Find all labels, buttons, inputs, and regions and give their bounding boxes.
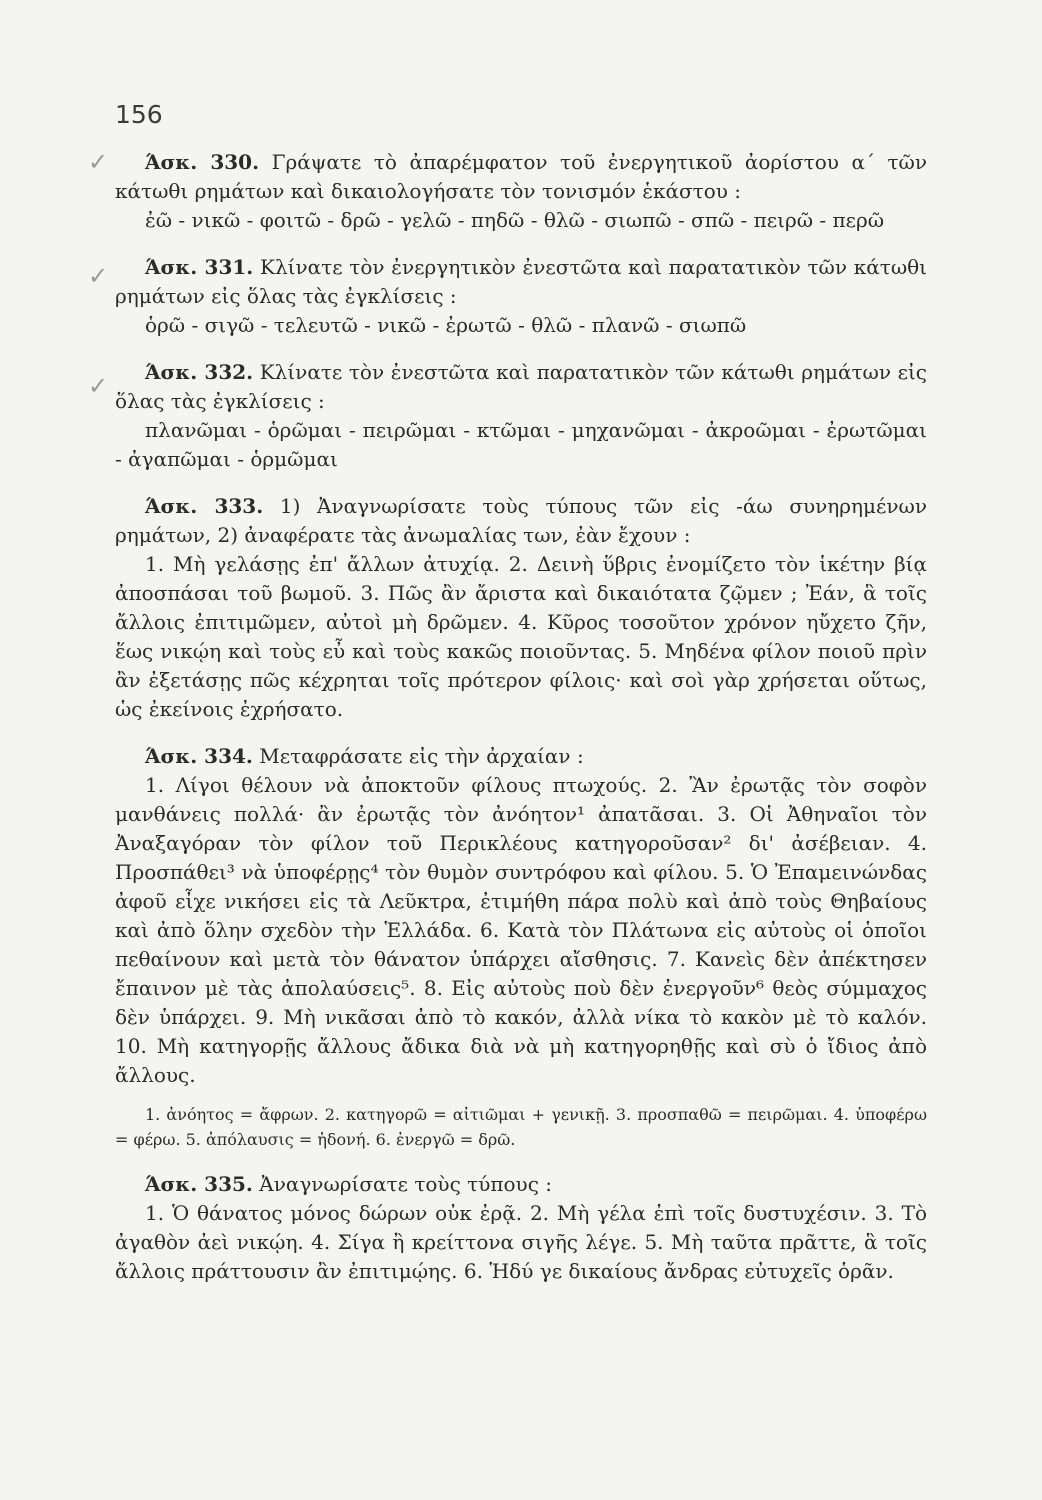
exercise-content: πλανῶμαι - ὁρῶμαι - πειρῶμαι - κτῶμαι - μηχανῶμαι - ἀκροῶμαι - ἐρωτῶμαι - ἀγαπῶμαι - ὁρμῶμαι bbox=[115, 418, 927, 471]
exercise-330 bbox=[115, 148, 927, 235]
exercise-label: Άσκ. 335. bbox=[145, 1172, 253, 1196]
exercise-content: ἐῶ - νικῶ - φοιτῶ - δρῶ - γελῶ - πηδῶ - θλῶ - σιωπῶ - σπῶ - πειρῶ - περῶ bbox=[145, 208, 885, 232]
exercise-instruction: Μεταφράσατε εἰς τὴν ἀρχαίαν : bbox=[259, 744, 584, 768]
exercise-instruction: Κλίνατε τὸν ἐνεστῶτα καὶ παρατατικὸν τῶν κάτωθι ρημάτων εἰς ὅλας τὰς ἐγκλίσεις : bbox=[115, 360, 927, 413]
exercise-334 bbox=[115, 742, 927, 1090]
exercise-instruction: 1) Ἀναγνωρίσατε τοὺς τύπους τῶν εἰς -άω συνηρημένων ρημάτων, 2) ἀναφέρατε τὰς ἀνωμαλίας των, ἐὰν ἔχουν : bbox=[115, 494, 928, 547]
pencil-check-mark-icon: ✓ bbox=[88, 372, 109, 400]
exercise-label: Άσκ. 331. bbox=[145, 255, 254, 279]
pencil-check-mark-icon: ✓ bbox=[88, 262, 109, 290]
exercise-335 bbox=[115, 1170, 927, 1286]
exercise-content: ὁρῶ - σιγῶ - τελευτῶ - νικῶ - ἐρωτῶ - θλῶ - πλανῶ - σιωπῶ bbox=[145, 313, 747, 337]
exercise-label: Άσκ. 333. bbox=[145, 494, 264, 518]
exercise-instruction: Ἀναγνωρίσατε τοὺς τύπους : bbox=[259, 1172, 553, 1196]
footnotes: 1. ἀνόητος = ἄφρων. 2. κατηγορῶ = αἰτιῶμαι + γενικῇ. 3. προσπαθῶ = πειρῶμαι. 4. ὑποφέρω = φέρω. 5. ἀπόλαυσις = ἡδονή. 6. ἐνεργῶ = δρῶ. bbox=[115, 1105, 927, 1149]
exercise-label: Άσκ. 330. bbox=[145, 150, 260, 174]
exercise-content: 1. Λίγοι θέλουν νὰ ἀποκτοῦν φίλους πτωχούς. 2. Ἂν ἐρωτᾷς τὸν σοφὸν μανθάνεις πολλά· ἂν ἐρωτᾷς τὸν ἀνόητον¹ ἀπατᾶσαι. 3. Οἱ Ἀθηναῖοι τὸν Ἀναξαγόραν τὸν φίλον τοῦ Περικλέους κατηγοροῦσαν² δι' ἀσέβειαν. 4. Προσπάθει³ νὰ ὑποφέρῃς⁴ τὸν θυμὸν συντρόφου καὶ φίλου. 5. Ὁ Ἐπαμεινώνδας ἀφοῦ εἶχε νικήσει εἰς τὰ Λεῦκτρα, ἐτιμήθη πάρα πολὺ καὶ ἀπὸ τοὺς Θηβαίους καὶ ἀπὸ ὅλην σχεδὸν τὴν Ἑλλάδα. 6. Κατὰ τὸν Πλάτωνα εἰς αὐτοὺς οἱ ὁποῖοι πεθαίνουν καὶ μετὰ τὸν θάνατον ὑπάρχει αἴσθησις. 7. Κανεὶς δὲν ἀπέκτησεν ἔπαινον μὲ τὰς ἀπολαύσεις⁵. 8. Εἰς αὐτοὺς ποὺ δὲν ἐνεργοῦν⁶ θεὸς σύμμαχος δὲν ὑπάρχει. 9. Μὴ νικᾶσαι ἀπὸ τὸ κακόν, ἀλλὰ νίκα τὸ κακὸν μὲ τὸ καλόν. 10. Μὴ κατηγορῇς ἄλλους ἄδικα διὰ νὰ μὴ κατηγορηθῇς καὶ σὺ ὁ ἴδιος ἀπὸ ἄλλους. bbox=[115, 773, 927, 1087]
exercise-332 bbox=[115, 358, 927, 474]
page-body bbox=[115, 148, 927, 1304]
exercise-instruction: Γράψατε τὸ ἀπαρέμφατον τοῦ ἐνεργητικοῦ ἀορίστου α΄ τῶν κάτωθι ρημάτων καὶ δικαιολογήσατε τὸν τονισμόν ἑκάστου : bbox=[115, 150, 928, 203]
exercise-content: 1. Ὁ θάνατος μόνος δώρων οὐκ ἐρᾷ. 2. Μὴ γέλα ἐπὶ τοῖς δυστυχέσιν. 3. Τὸ ἀγαθὸν ἀεὶ νικῴη. 4. Σίγα ἢ κρείττονα σιγῆς λέγε. 5. Μὴ ταῦτα πρᾶττε, ἃ τοῖς ἄλλοις πράττουσιν ἂν ἐπιτιμῴης. 6. Ἡδύ γε δικαίους ἄνδρας εὐτυχεῖς ὁρᾶν. bbox=[115, 1201, 927, 1283]
exercise-331 bbox=[115, 253, 927, 340]
exercise-instruction: Κλίνατε τὸν ἐνεργητικὸν ἐνεστῶτα καὶ παρατατικὸν τῶν κάτωθι ρημάτων εἰς ὅλας τὰς ἐγκλίσεις : bbox=[115, 255, 928, 308]
exercise-content: 1. Μὴ γελάσῃς ἐπ' ἄλλων ἀτυχίᾳ. 2. Δεινὴ ὕβρις ἐνομίζετο τὸν ἱκέτην βίᾳ ἀποσπάσαι τοῦ βωμοῦ. 3. Πῶς ἂν ἄριστα καὶ δικαιότατα ζῷμεν ; Ἐάν, ἃ τοῖς ἄλλοις ἐπιτιμῶμεν, αὐτοὶ μὴ δρῶμεν. 4. Κῦρος τοσοῦτον χρόνον ηὔχετο ζῆν, ἕως νικῴη καὶ τοὺς εὖ καὶ τοὺς κακῶς ποιοῦντας. 5. Μηδένα φίλον ποιοῦ πρὶν ἂν ἐξετάσῃς πῶς κέχρηται τοῖς πρότερον φίλοις· καὶ σοὶ γὰρ χρήσεται οὕτως, ὡς ἐκείνοις ἐχρήσατο. bbox=[115, 552, 927, 721]
exercise-label: Άσκ. 332. bbox=[145, 360, 254, 384]
pencil-check-mark-icon: ✓ bbox=[88, 148, 109, 176]
exercise-label: Άσκ. 334. bbox=[145, 744, 253, 768]
page-number: 156 bbox=[115, 100, 163, 129]
exercise-333 bbox=[115, 492, 927, 724]
